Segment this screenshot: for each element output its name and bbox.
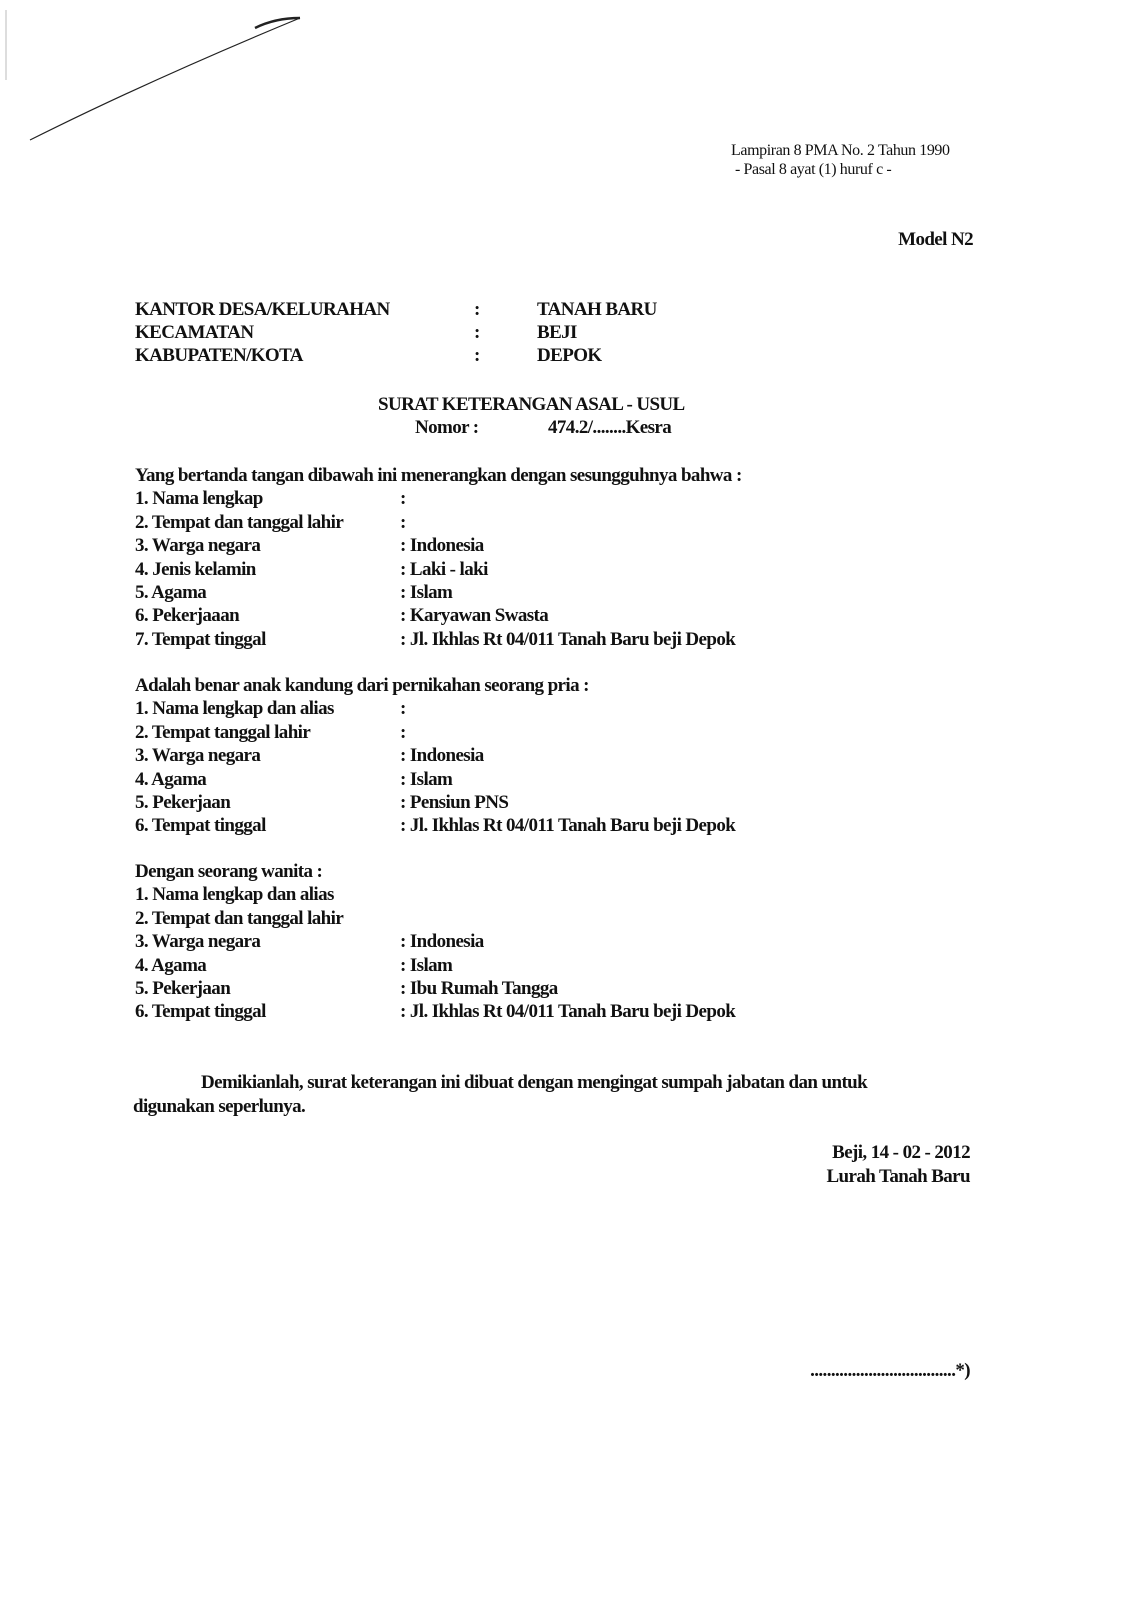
place-date: Beji, 14 - 02 - 2012 [832, 1142, 970, 1163]
field-row: 1. Nama lengkap dan alias [135, 884, 334, 906]
signatory-title: Lurah Tanah Baru [826, 1166, 970, 1187]
office-row-village: KANTOR DESA/KELURAHAN : TANAH BARU [135, 299, 657, 320]
field-row: 4. Jenis kelamin : Laki - laki [135, 558, 488, 580]
father-section [135, 675, 935, 839]
section-intro: Yang bertanda tangan dibawah ini menerangkan dengan sesungguhnya bahwa : [135, 465, 742, 486]
field-row: 6. Tempat tinggal : Jl. Ikhlas Rt 04/011 Tanah Baru beji Depok [135, 1001, 736, 1023]
office-label: KECAMATAN [135, 322, 254, 343]
number-label: Nomor : [415, 417, 479, 438]
reference-line-1: Lampiran 8 PMA No. 2 Tahun 1990 [731, 142, 950, 159]
signatory-name-placeholder: ...................................*) [810, 1360, 970, 1381]
field-row: 4. Agama : Islam [135, 768, 453, 790]
office-row-city: KABUPATEN/KOTA : DEPOK [135, 345, 602, 366]
office-row-district: KECAMATAN : BEJI [135, 322, 577, 343]
field-row: 7. Tempat tinggal : Jl. Ikhlas Rt 04/011 Tanah Baru beji Depok [135, 628, 736, 650]
reference-line-2: - Pasal 8 ayat (1) huruf c - [735, 161, 892, 178]
number-value: 474.2/........Kesra [548, 417, 672, 438]
closing-line-2: digunakan seperlunya. [133, 1096, 306, 1117]
field-row: 3. Warga negara : Indonesia [135, 535, 484, 557]
field-row: 2. Tempat dan tanggal lahir [135, 907, 344, 929]
field-row: 5. Pekerjaan : Ibu Rumah Tangga [135, 977, 558, 999]
field-row: 6. Pekerjaaan : Karyawan Swasta [135, 605, 549, 627]
closing-line-1: Demikianlah, surat keterangan ini dibuat dengan mengingat sumpah jabatan dan untuk [201, 1072, 868, 1093]
section-intro: Adalah benar anak kandung dari pernikahan seorang pria : [135, 675, 589, 696]
office-header [135, 299, 835, 368]
document-title: SURAT KETERANGAN ASAL - USUL [378, 394, 685, 415]
field-row: 2. Tempat dan tanggal lahir : [135, 511, 406, 533]
field-row: 5. Pekerjaan : Pensiun PNS [135, 791, 509, 813]
field-row: 4. Agama : Islam [135, 954, 453, 976]
field-row: 3. Warga negara : Indonesia [135, 931, 484, 953]
field-row: 2. Tempat tanggal lahir : [135, 721, 406, 743]
field-row: 6. Tempat tinggal : Jl. Ikhlas Rt 04/011 Tanah Baru beji Depok [135, 815, 736, 837]
field-row: 3. Warga negara : Indonesia [135, 745, 484, 767]
model-label: Model N2 [898, 229, 973, 250]
office-label: KABUPATEN/KOTA [135, 345, 303, 366]
office-label: KANTOR DESA/KELURAHAN [135, 299, 390, 320]
subject-section [135, 465, 935, 652]
pen-stroke-mark [0, 0, 320, 170]
field-row: 1. Nama lengkap dan alias : [135, 698, 406, 720]
field-row: 5. Agama : Islam [135, 581, 453, 603]
office-value: DEPOK [537, 345, 602, 366]
section-intro: Dengan seorang wanita : [135, 861, 323, 882]
office-value: TANAH BARU [537, 299, 657, 320]
office-value: BEJI [537, 322, 577, 343]
mother-section [135, 861, 935, 1025]
field-row: 1. Nama lengkap : [135, 488, 406, 510]
